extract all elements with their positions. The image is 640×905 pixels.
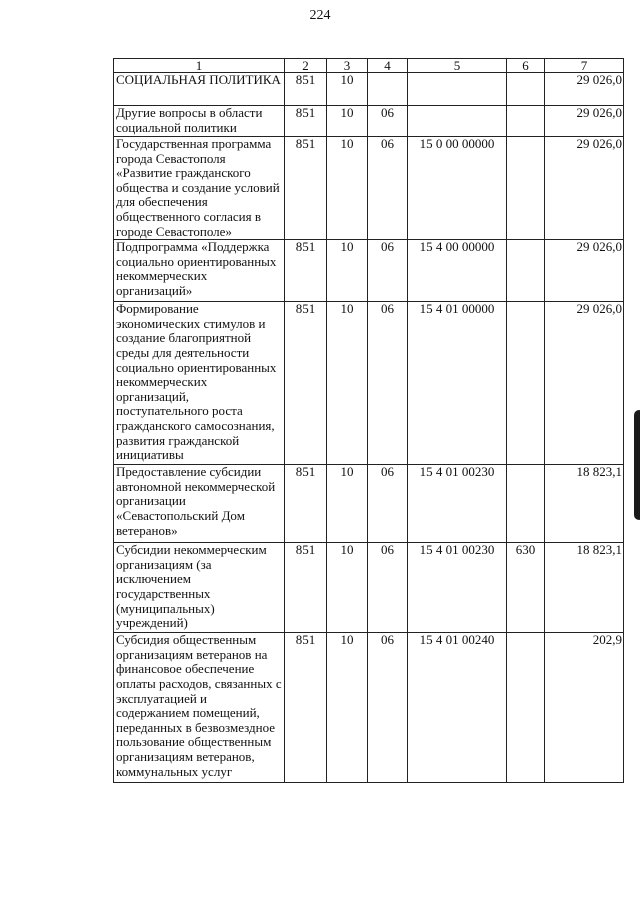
table-row	[114, 302, 624, 465]
row-sum-cell: 18 823,1	[545, 465, 624, 543]
row-vr-cell	[507, 240, 545, 302]
row-ved-cell: 851	[285, 465, 327, 543]
table-row	[114, 106, 624, 137]
row-ved-cell: 851	[285, 73, 327, 106]
row-rz-cell: 10	[327, 302, 368, 465]
row-name-cell: Государственная программа города Севастополя «Развитие гражданского общества и создание условий для обеспечения общественного согласия в городе Севастополе»	[114, 137, 285, 240]
row-rz-cell: 10	[327, 137, 368, 240]
row-name-cell: СОЦИАЛЬНАЯ ПОЛИТИКА	[114, 73, 285, 106]
table-row	[114, 73, 624, 106]
row-ved-cell: 851	[285, 302, 327, 465]
row-name-cell: Подпрограмма «Поддержка социально ориентированных некоммерческих организаций»	[114, 240, 285, 302]
row-sum-cell: 29 026,0	[545, 137, 624, 240]
header-cell: 1	[114, 59, 285, 73]
budget-table	[113, 58, 624, 783]
row-rz-cell: 10	[327, 106, 368, 137]
row-sum-cell: 29 026,0	[545, 106, 624, 137]
table-row	[114, 137, 624, 240]
row-pr-cell	[368, 73, 408, 106]
row-rz-cell: 10	[327, 543, 368, 633]
row-pr-cell: 06	[368, 137, 408, 240]
table-row	[114, 240, 624, 302]
row-ved-cell: 851	[285, 137, 327, 240]
row-pr-cell: 06	[368, 240, 408, 302]
row-sum-cell: 29 026,0	[545, 240, 624, 302]
row-csr-cell: 15 0 00 00000	[408, 137, 507, 240]
row-name-cell: Субсидии некоммерческим организациям (за исключением государственных (муниципальных) учреждений)	[114, 543, 285, 633]
row-csr-cell: 15 4 01 00000	[408, 302, 507, 465]
row-pr-cell: 06	[368, 465, 408, 543]
binding-edge-mark	[634, 410, 640, 520]
table-row	[114, 465, 624, 543]
row-rz-cell: 10	[327, 465, 368, 543]
row-vr-cell	[507, 73, 545, 106]
header-cell: 3	[327, 59, 368, 73]
row-csr-cell: 15 4 01 00230	[408, 465, 507, 543]
header-cell: 6	[507, 59, 545, 73]
page-number: 224	[309, 8, 331, 23]
row-vr-cell	[507, 633, 545, 783]
row-sum-cell: 29 026,0	[545, 73, 624, 106]
row-vr-cell	[507, 465, 545, 543]
row-name-cell: Предоставление субсидии автономной некоммерческой организации «Севастопольский Дом ветеранов»	[114, 465, 285, 543]
row-csr-cell: 15 4 01 00240	[408, 633, 507, 783]
table-row	[114, 543, 624, 633]
row-ved-cell: 851	[285, 633, 327, 783]
row-name-cell: Формирование экономических стимулов и создание благоприятной среды для деятельности социально ориентированных некоммерческих организаций, поступательного роста гражданского самосознания, развития гражданской инициативы	[114, 302, 285, 465]
table-header-row	[114, 59, 624, 73]
header-cell: 2	[285, 59, 327, 73]
row-vr-cell	[507, 106, 545, 137]
row-vr-cell	[507, 302, 545, 465]
header-cell: 7	[545, 59, 624, 73]
row-rz-cell: 10	[327, 73, 368, 106]
row-ved-cell: 851	[285, 543, 327, 633]
table-row	[114, 633, 624, 783]
row-pr-cell: 06	[368, 543, 408, 633]
row-csr-cell	[408, 106, 507, 137]
row-name-cell: Субсидия общественным организациям ветеранов на финансовое обеспечение оплаты расходов, связанных с эксплуатацией и содержанием помещений, переданных в безвозмездное пользование общественным организациям ветеранов, коммунальных услуг	[114, 633, 285, 783]
row-sum-cell: 18 823,1	[545, 543, 624, 633]
row-sum-cell: 202,9	[545, 633, 624, 783]
header-cell: 4	[368, 59, 408, 73]
row-rz-cell: 10	[327, 633, 368, 783]
row-pr-cell: 06	[368, 633, 408, 783]
header-cell: 5	[408, 59, 507, 73]
row-csr-cell	[408, 73, 507, 106]
row-vr-cell: 630	[507, 543, 545, 633]
row-ved-cell: 851	[285, 106, 327, 137]
row-pr-cell: 06	[368, 106, 408, 137]
row-vr-cell	[507, 137, 545, 240]
row-ved-cell: 851	[285, 240, 327, 302]
row-csr-cell: 15 4 01 00230	[408, 543, 507, 633]
row-name-cell: Другие вопросы в области социальной политики	[114, 106, 285, 137]
row-sum-cell: 29 026,0	[545, 302, 624, 465]
row-csr-cell: 15 4 00 00000	[408, 240, 507, 302]
row-pr-cell: 06	[368, 302, 408, 465]
row-rz-cell: 10	[327, 240, 368, 302]
